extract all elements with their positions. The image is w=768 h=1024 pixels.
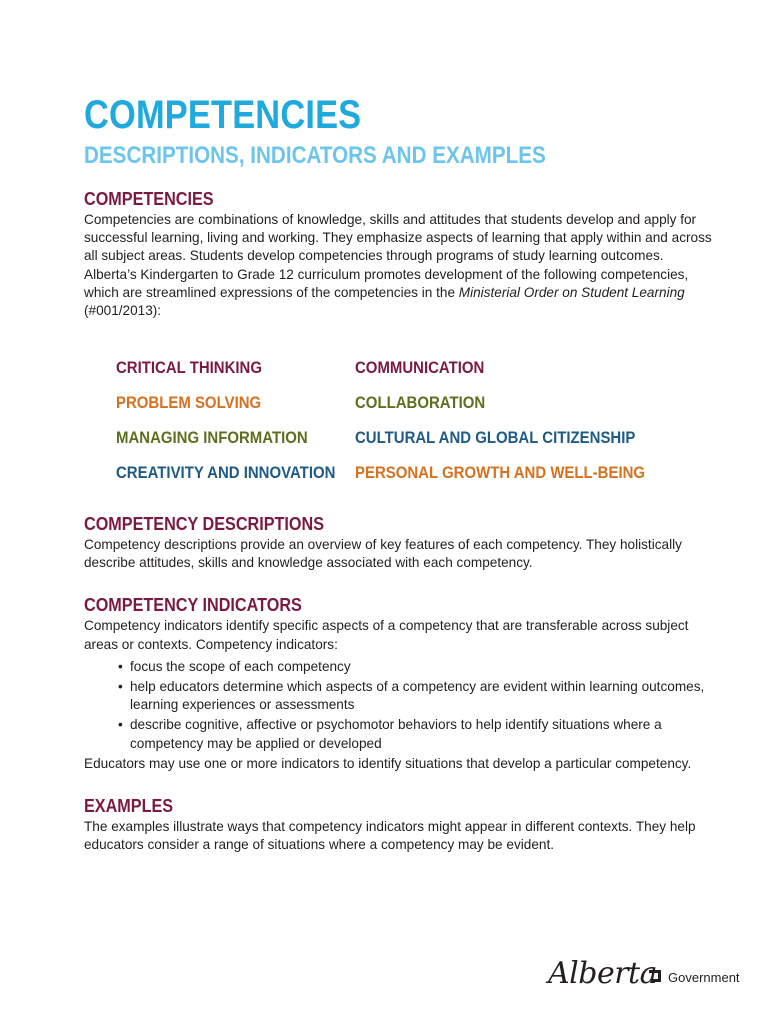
lower-sections xyxy=(84,513,714,854)
descriptions-body: Competency descriptions provide an overview of key features of each competency. They holistically describe attitudes, skills and knowledge associated with each competency. xyxy=(84,537,682,571)
competency-creativity-innovation: CREATIVITY AND INNOVATION xyxy=(116,463,336,482)
list-item: • focus the scope of each competency xyxy=(118,658,714,676)
indicators-heading: COMPETENCY INDICATORS xyxy=(84,595,302,616)
page-subtitle: DESCRIPTIONS, INDICATORS AND EXAMPLES xyxy=(84,142,546,169)
examples-body: The examples illustrate ways that competency indicators might appear in different contexts. They help educators consider a range of situations where a competency may be evident. xyxy=(84,819,696,853)
competencies-body-part-2: (#001/2013): xyxy=(84,303,162,319)
indicators-body: Competency indicators identify specific aspects of a competency that are transferable across subject areas or contexts. Competency indicators: xyxy=(84,618,689,652)
alberta-logo-mark-icon xyxy=(648,969,662,983)
competency-personal-growth: PERSONAL GROWTH AND WELL-BEING xyxy=(355,463,646,482)
indicators-bullet-list xyxy=(84,658,714,753)
competency-collaboration: COLLABORATION xyxy=(355,393,486,412)
competency-communication: COMMUNICATION xyxy=(355,358,485,377)
document-page xyxy=(84,92,714,320)
alberta-wordmark: Alberta xyxy=(548,956,657,991)
competency-problem-solving: PROBLEM SOLVING xyxy=(116,393,262,412)
page-title: COMPETENCIES xyxy=(84,93,362,137)
competency-critical-thinking: CRITICAL THINKING xyxy=(116,358,262,377)
government-label: Government xyxy=(668,970,740,985)
examples-heading: EXAMPLES xyxy=(84,796,174,817)
list-item: • help educators determine which aspects of a competency are evident within learning outcomes, learning experiences or assessments xyxy=(118,678,714,714)
competency-cultural-global-citizenship: CULTURAL AND GLOBAL CITIZENSHIP xyxy=(355,428,636,447)
competency-managing-information: MANAGING INFORMATION xyxy=(116,428,308,447)
competencies-heading: COMPETENCIES xyxy=(84,189,214,209)
descriptions-heading: COMPETENCY DESCRIPTIONS xyxy=(84,514,325,534)
ministerial-order-title: Ministerial Order on Student Learning xyxy=(458,284,685,300)
list-item: • describe cognitive, affective or psychomotor behaviors to help identify situations where a competency may be applied or developed xyxy=(118,716,714,752)
competencies-body-part-1: Competencies are combinations of knowledge, skills and attitudes that students develop and apply for successful learning, living and working. They emphasize aspects of learning that apply within and across all subject areas. Students develop competencies through programs of study learning outcomes. Alberta’s Kindergarten to Grade 12 curriculum promotes development of the following competencies, which are streamlined expressions of the competencies in the xyxy=(84,212,712,300)
indicators-closing: Educators may use one or more indicators to identify situations that develop a particular competency. xyxy=(84,755,692,771)
competencies-body xyxy=(84,211,714,320)
